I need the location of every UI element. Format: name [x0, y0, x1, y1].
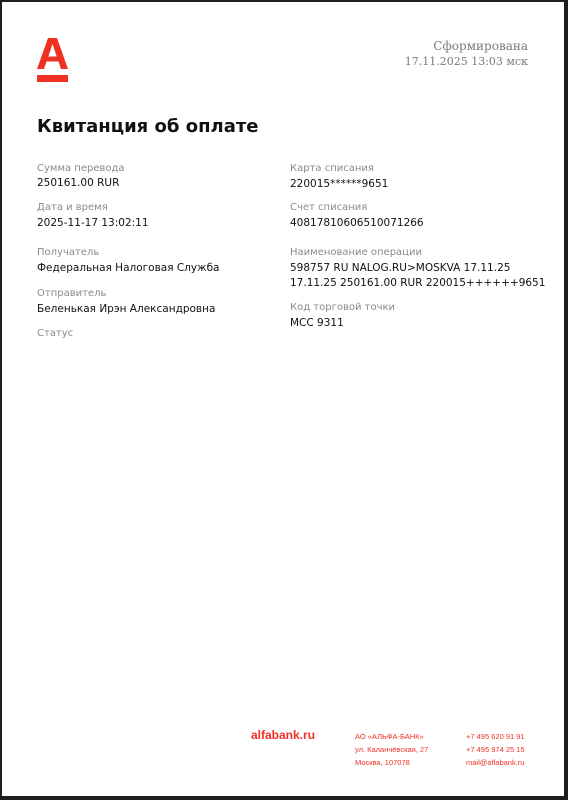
footer-city: Москва, 107078 — [355, 758, 410, 767]
generated-label: Сформирована — [433, 39, 528, 53]
operation-label: Наименование операции — [290, 247, 422, 258]
footer-phone-2[interactable]: +7 495 974 25 15 — [466, 745, 525, 754]
recipient-label: Получатель — [37, 247, 100, 258]
card-value: 220015******9651 — [290, 178, 389, 190]
merchant-code-value: MCC 9311 — [290, 317, 344, 329]
account-value: 40817810606510071266 — [290, 217, 424, 229]
datetime-label: Дата и время — [37, 202, 108, 213]
generated-info — [405, 39, 528, 69]
amount-label: Сумма перевода — [37, 163, 125, 174]
sender-label: Отправитель — [37, 288, 107, 299]
footer-address — [355, 730, 428, 769]
account-label: Счет списания — [290, 202, 368, 213]
recipient-value: Федеральная Налоговая Служба — [37, 262, 220, 274]
alfa-bank-logo-icon — [37, 38, 68, 82]
footer-brand-link[interactable]: alfabank.ru — [251, 728, 316, 742]
operation-value-line2: 17.11.25 250161.00 RUR 220015++++++9651 — [290, 277, 546, 289]
page-title: Квитанция об оплате — [37, 116, 259, 137]
merchant-code-label: Код торговой точки — [290, 302, 396, 313]
generated-date: 17.11.2025 13:03 мск — [404, 55, 528, 68]
receipt-page — [2, 2, 564, 796]
footer-phone-1[interactable]: +7 495 620 91 91 — [466, 732, 525, 741]
footer-company: АО «АЛЬФА-БАНК» — [355, 732, 424, 741]
sender-value: Беленькая Ирэн Александровна — [37, 303, 216, 315]
footer-contacts — [466, 730, 525, 769]
amount-value: 250161.00 RUR — [37, 177, 120, 189]
footer-email[interactable]: mail@alfabank.ru — [466, 758, 525, 767]
footer-street: ул. Каланчёвская, 27 — [355, 745, 429, 754]
status-label: Статус — [37, 328, 74, 339]
operation-value-line1: 598757 RU NALOG.RU>MOSKVA 17.11.25 — [290, 262, 511, 274]
datetime-value: 2025-11-17 13:02:11 — [37, 217, 149, 229]
card-label: Карта списания — [290, 163, 374, 174]
